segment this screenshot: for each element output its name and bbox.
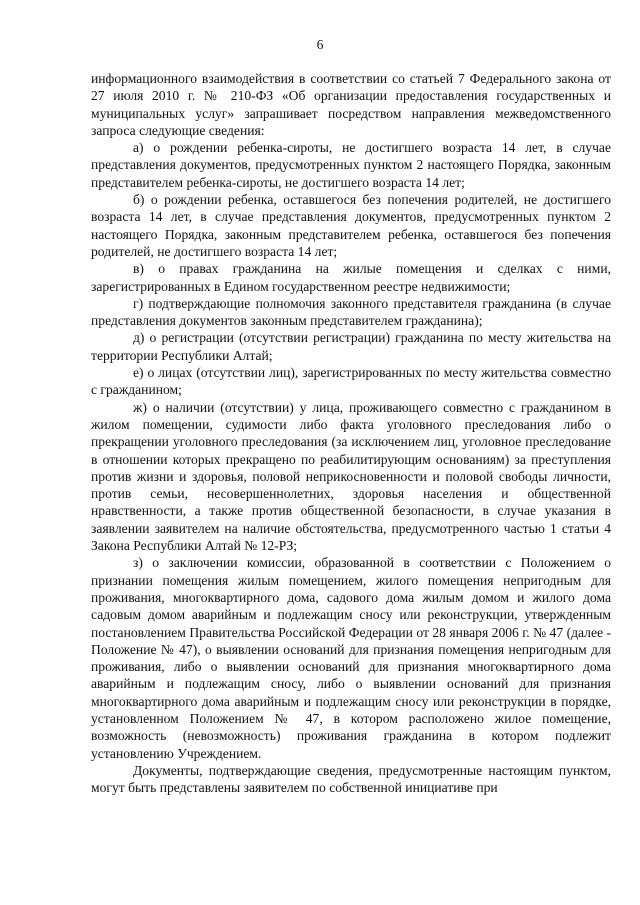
paragraph-item-e: е) о лицах (отсутствии лиц), зарегистрированных по месту жительства совместно с гражданином; bbox=[91, 365, 611, 398]
paragraph-closing: Документы, подтверждающие сведения, предусмотренные настоящим пунктом, могут быть представлены заявителем по собственной инициативе при bbox=[91, 762, 611, 796]
page-number: 6 bbox=[316, 37, 324, 52]
paragraph-item-a: а) о рождении ребенка-сироты, не достигшего возраста 14 лет, в случае представления документов, предусмотренных пунктом 2 настоящего Порядка, законным представителем ребенка-сироты, не достигшего возраста 14 лет; bbox=[91, 140, 611, 190]
body-text bbox=[91, 70, 611, 796]
paragraph-item-b: б) о рождении ребенка, оставшегося без попечения родителей, не достигшего возраста 14 лет, в случае представления документов, предусмотренных пунктом 2 настоящего Порядка, законным представителем ребенка, оставшегося без попечения родителей, не достигшего возраста 14 лет; bbox=[91, 192, 611, 259]
paragraph-item-z: з) о заключении комиссии, образованной в соответствии с Положением о признании помещения жилым помещением, жилого помещения непригодным для проживания, многоквартирного дома, садового дома жилым домом и жилого дома садовым домом аварийным и подлежащим сносу или реконструкции, утвержденным постановлением Правительства Российской Федерации от 28 января 2006 г. № 47 (далее - Положение № 47), о выявлении оснований для признания помещения непригодным для проживания, либо о выявлении оснований для признания многоквартирного дома аварийным и подлежащим сносу, либо о выявлении оснований для признания многоквартирного дома аварийным и подлежащим сносу или реконструкции в порядке, установленном Положением № 47, в котором расположено жилое помещение, возможность (невозможность) проживания гражданина в котором подлежит установлению Учреждением. bbox=[91, 555, 611, 761]
paragraph-intro: информационного взаимодействия в соответствии со статьей 7 Федерального закона от 27 июля 2010 г. № 210-ФЗ «Об организации предоставления государственных и муниципальных услуг» запрашивает посредством направления межведомственного запроса следующие сведения: bbox=[91, 71, 611, 138]
paragraph-item-g: г) подтверждающие полномочия законного представителя гражданина (в случае представления документов законным представителем гражданина); bbox=[91, 295, 611, 329]
paragraph-item-zh: ж) о наличии (отсутствии) у лица, проживающего совместно с гражданином в жилом помещении, судимости либо факта уголовного преследования либо о прекращении уголовного преследования (за исключением лиц, уголовное преследование в отношении которых прекращено по реабилитирующим основаниям) за преступления против жизни и здоровья, половой неприкосновенности и половой свободы личности, против семьи, несовершеннолетних, здоровья населения и общественной нравственности, а также против общественной безопасности, в случае указания в заявлении заявителем на наличие обстоятельства, предусмотренного частью 1 статьи 4 Закона Республики Алтай № 12-РЗ; bbox=[91, 399, 611, 554]
paragraph-item-v: в) о правах гражданина на жилые помещения и сделках с ними, зарегистрированных в Едином государственном реестре недвижимости; bbox=[91, 261, 611, 294]
paragraph-item-d: д) о регистрации (отсутствии регистрации) гражданина по месту жительства на территории Республики Алтай; bbox=[91, 330, 611, 363]
